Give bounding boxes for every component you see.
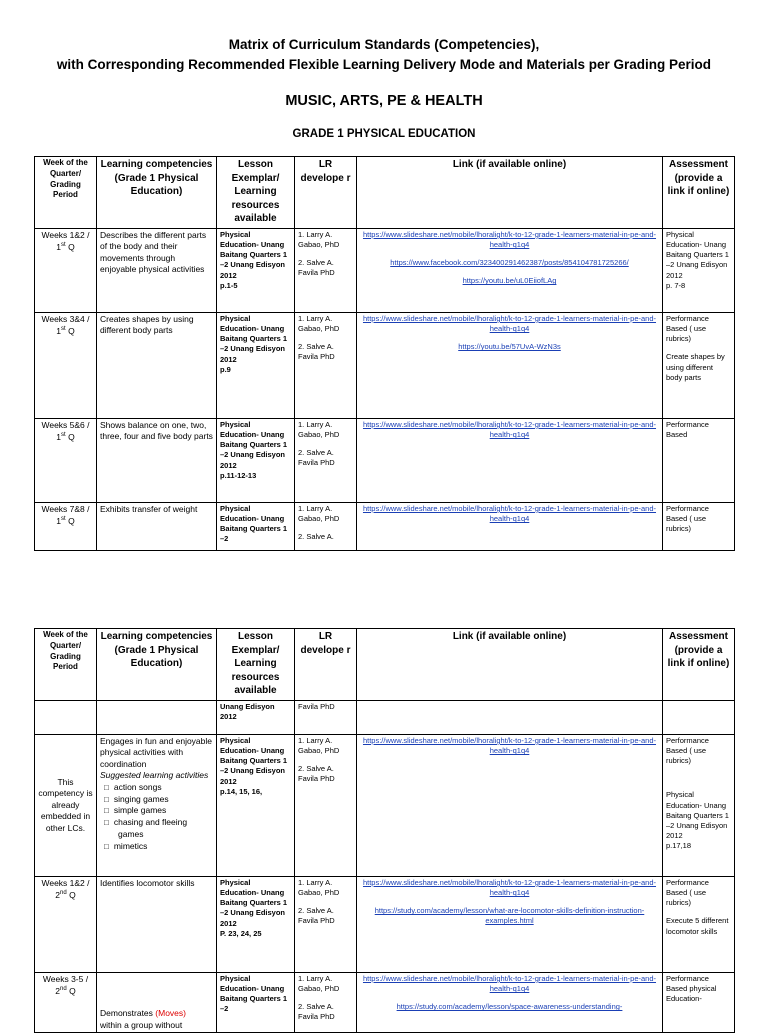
competency-highlight: (Moves) — [155, 1008, 186, 1019]
assessment-task: Create shapes by using different body parts — [666, 352, 725, 382]
document-title-line2: with Corresponding Recommended Flexible Learning Delivery Mode and Materials per Grading Period — [56, 57, 712, 72]
developer-1: 1. Larry A. Gabao, PhD — [298, 974, 340, 994]
competency-text: Engages in fun and enjoyable physical activities with coordination — [100, 736, 213, 769]
competency-cell — [97, 735, 217, 877]
table-header-row — [35, 629, 735, 701]
week-cell: Weeks 5&6 / 1st Q — [35, 419, 97, 503]
assessment-cell — [663, 229, 735, 313]
slideshare-link[interactable]: https://www.slideshare.net/mobile/lhoralight/k-to-12-grade-1-learners-material-in-pe-and-health-q1q4 — [362, 504, 657, 524]
link-cell — [357, 701, 663, 735]
link-cell — [357, 735, 663, 877]
assessment-cell — [663, 735, 735, 877]
grade-title: GRADE 1 PHYSICAL EDUCATION — [292, 128, 476, 140]
competency-cell: Creates shapes by using different body parts — [97, 313, 217, 419]
assessment-cell — [663, 701, 735, 735]
subject-title: MUSIC, ARTS, PE & HEALTH — [285, 93, 483, 109]
resource-title: Physical Education- Unang Baitang Quarters 1 –2 Unang Edisyon 2012 — [220, 878, 288, 928]
assessment-cell: Performance Based — [663, 419, 735, 503]
developer-cell — [295, 503, 357, 551]
week-cell: Weeks 3-5 / 2nd Q — [35, 973, 97, 1033]
competency-cell: Identifies locomotor skills — [97, 877, 217, 973]
week-cell: Weeks 1&2 / 2nd Q — [35, 877, 97, 973]
developer-2: 2. Salve A. Favila PhD — [298, 906, 335, 926]
slideshare-link[interactable]: https://www.slideshare.net/mobile/lhoralight/k-to-12-grade-1-learners-material-in-pe-and-health-q1q4 — [362, 736, 657, 756]
header-lr-developer: LR develope r — [295, 157, 357, 229]
header-lr-developer: LR develope r — [295, 629, 357, 701]
header-week: Week of the Quarter/ Grading Period — [35, 629, 97, 701]
slideshare-link[interactable]: https://www.slideshare.net/mobile/lhoralight/k-to-12-grade-1-learners-material-in-pe-and-health-q1q4 — [362, 878, 657, 898]
list-item: □ mimetics — [118, 841, 213, 853]
document-title-line1: Matrix of Curriculum Standards (Competencies), — [228, 37, 540, 52]
resource-cell — [217, 877, 295, 973]
link-cell — [357, 419, 663, 503]
resource-title: Physical Education- Unang Baitang Quarters 1 –2 Unang Edisyon 2012 — [220, 736, 288, 786]
competency-cell: Exhibits transfer of weight — [97, 503, 217, 551]
week-cell — [35, 701, 97, 735]
assessment-cell: Performance Based ( use rubrics) — [663, 503, 735, 551]
assessment-cell — [663, 313, 735, 419]
developer-1: 1. Larry A. Gabao, PhD — [298, 420, 340, 440]
resource-pages: p.9 — [220, 364, 231, 374]
list-item: □ singing games — [118, 794, 213, 806]
developer-1: 1. Larry A. Gabao, PhD — [298, 504, 340, 524]
competency-matrix-table-1 — [34, 156, 735, 551]
slideshare-link[interactable]: https://www.slideshare.net/mobile/lhoralight/k-to-12-grade-1-learners-material-in-pe-and-health-q1q4 — [362, 974, 657, 994]
activity-list — [100, 782, 213, 852]
developer-cell — [295, 735, 357, 877]
developer-2: 2. Salve A. Favila PhD — [298, 448, 335, 468]
competency-text-cont: within a group without — [100, 1019, 183, 1030]
developer-2: 2. Salve A. Favila PhD — [298, 1002, 335, 1022]
developer-1: 1. Larry A. Gabao, PhD — [298, 736, 340, 756]
developer-cell — [295, 419, 357, 503]
facebook-link[interactable]: https://www.facebook.com/323400291462387/posts/854104781725266/ — [390, 258, 629, 268]
resource-title: Physical Education- Unang Baitang Quarters 1 –2 Unang Edisyon 2012 — [220, 230, 288, 280]
resource-pages: p.1-5 — [220, 280, 238, 290]
competency-matrix-table-2 — [34, 628, 735, 1033]
competency-cell: Describes the different parts of the body and their movements through enjoyable physical activities — [97, 229, 217, 313]
assessment-pages: p.17,18 — [666, 841, 692, 850]
header-assessment: Assessment (provide a link if online) — [663, 629, 735, 701]
assessment-task: Execute 5 different locomotor skills — [666, 916, 729, 936]
developer-2: 2. Salve A. Favila PhD — [298, 764, 335, 784]
resource-pages: P. 23, 24, 25 — [220, 928, 262, 938]
developer-1: 1. Larry A. Gabao, PhD — [298, 878, 340, 898]
list-item: □ chasing and fleeing games — [118, 817, 213, 840]
table-row — [35, 503, 735, 551]
assessment-type: Performance Based ( use rubrics) — [666, 736, 709, 766]
assessment-type: Performance Based ( use rubrics) — [666, 314, 709, 344]
developer-cell: Favila PhD — [295, 701, 357, 735]
resource-cell: Unang Edisyon 2012 — [217, 701, 295, 735]
table-row — [35, 735, 735, 877]
table-row — [35, 229, 735, 313]
link-cell — [357, 229, 663, 313]
table-row — [35, 313, 735, 419]
assessment-resource: Physical Education- Unang Baitang Quarters 1 –2 Unang Edisyon 2012 — [666, 790, 729, 840]
youtube-link[interactable]: https://youtu.be/uL0EiiofLAg — [462, 276, 557, 286]
youtube-link[interactable]: https://youtu.be/57UvA-WzN3s — [458, 342, 561, 352]
study-com-link[interactable]: https://study.com/academy/lesson/space-awareness-understanding- — [396, 1002, 623, 1012]
developer-1: 1. Larry A. Gabao, PhD — [298, 314, 340, 334]
header-assessment: Assessment (provide a link if online) — [663, 157, 735, 229]
assessment-resource: Physical Education- Unang Baitang Quarters 1 –2 Unang Edisyon 2012 — [666, 230, 729, 280]
header-exemplar: Lesson Exemplar/ Learning resources available — [217, 157, 295, 229]
link-cell — [357, 503, 663, 551]
table-row — [35, 419, 735, 503]
header-link: Link (if available online) — [357, 157, 663, 229]
resource-cell — [217, 419, 295, 503]
list-item: □ action songs — [118, 782, 213, 794]
developer-2: 2. Salve A. Favila PhD — [298, 342, 335, 362]
competency-cell: Shows balance on one, two, three, four and five body parts — [97, 419, 217, 503]
resource-cell — [217, 735, 295, 877]
list-item: □ simple games — [118, 805, 213, 817]
resource-title: Physical Education- Unang Baitang Quarters 1 –2 Unang Edisyon 2012 — [220, 314, 288, 364]
assessment-pages: p. 7-8 — [666, 280, 686, 290]
developer-cell — [295, 877, 357, 973]
developer-1: 1. Larry A. Gabao, PhD — [298, 230, 340, 250]
resource-cell: Physical Education- Unang Baitang Quarters 1 –2 — [217, 503, 295, 551]
assessment-cell — [663, 877, 735, 973]
header-link: Link (if available online) — [357, 629, 663, 701]
resource-pages: p.11-12-13 — [220, 470, 257, 480]
assessment-cell: Performance Based physical Education- — [663, 973, 735, 1033]
table-row — [35, 877, 735, 973]
header-competency: Learning competencies (Grade 1 Physical Education) — [97, 629, 217, 701]
developer-cell — [295, 313, 357, 419]
week-cell: Weeks 1&2 / 1st Q — [35, 229, 97, 313]
slideshare-link[interactable]: https://www.slideshare.net/mobile/lhoralight/k-to-12-grade-1-learners-material-in-pe-and-health-q1q4 — [362, 314, 657, 334]
table-header-row — [35, 157, 735, 229]
competency-text: Demonstrates — [100, 1008, 153, 1019]
slideshare-link[interactable]: https://www.slideshare.net/mobile/lhoralight/k-to-12-grade-1-learners-material-in-pe-and-health-q1q4 — [362, 230, 657, 250]
slideshare-link[interactable]: https://www.slideshare.net/mobile/lhoralight/k-to-12-grade-1-learners-material-in-pe-and-health-q1q4 — [362, 420, 657, 440]
assessment-type: Performance Based ( use rubrics) — [666, 878, 709, 908]
developer-2: 2. Salve A. — [298, 532, 334, 542]
study-com-link[interactable]: https://study.com/academy/lesson/what-are-locomotor-skills-definition-instruction-examples.html — [374, 906, 645, 926]
week-cell: Weeks 3&4 / 1st Q — [35, 313, 97, 419]
link-cell — [357, 313, 663, 419]
week-cell: This competency is already embedded in other LCs. — [35, 735, 97, 877]
header-competency: Learning competencies (Grade 1 Physical Education) — [97, 157, 217, 229]
resource-cell — [217, 229, 295, 313]
resource-pages: p.14, 15, 16, — [220, 786, 263, 796]
resource-cell: Physical Education- Unang Baitang Quarters 1 –2 — [217, 973, 295, 1033]
header-week: Week of the Quarter/ Grading Period — [35, 157, 97, 229]
resource-title: Physical Education- Unang Baitang Quarters 1 –2 Unang Edisyon 2012 — [220, 420, 288, 470]
table-row — [35, 701, 735, 735]
developer-cell — [295, 229, 357, 313]
suggested-activities-label: Suggested learning activities — [100, 770, 209, 781]
developer-2: 2. Salve A. Favila PhD — [298, 258, 335, 278]
competency-cell — [97, 701, 217, 735]
week-cell: Weeks 7&8 / 1st Q — [35, 503, 97, 551]
resource-cell — [217, 313, 295, 419]
header-exemplar: Lesson Exemplar/ Learning resources available — [217, 629, 295, 701]
link-cell — [357, 877, 663, 973]
